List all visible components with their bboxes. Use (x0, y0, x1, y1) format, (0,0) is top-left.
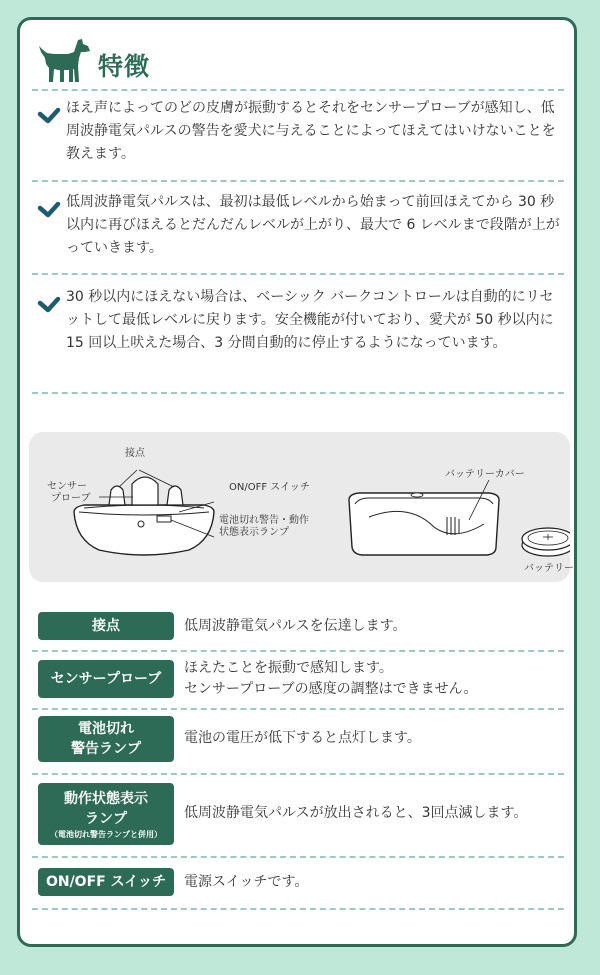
spec-badge-label: 動作状態表示 (64, 790, 148, 807)
feature-text: 低周波静電気パルスは、最初は最低レベルから始まって前回ほえてから 30 秒以内に再びほえるとだんだんレベルが上がり、最大で 6 レベルまで段階が上がっていきます。 (66, 194, 560, 256)
page-title: 特徴 (98, 52, 151, 81)
spec-desc (184, 616, 406, 637)
spec-desc (184, 872, 308, 893)
label-contacts: 接点 (125, 448, 145, 459)
spec-badge-label: 接点 (92, 618, 120, 634)
spec-desc-line: 低周波静電気パルスを伝達します。 (184, 618, 407, 634)
divider (32, 856, 564, 858)
spec-badge (38, 868, 174, 896)
spec-desc-line: 電池の電圧が低下すると点灯します。 (184, 730, 421, 746)
spec-desc-line: ほえたことを振動で感知します。 (184, 660, 393, 676)
spec-badge-note: （電池切れ警告ランプと併用） (50, 829, 162, 839)
spec-row-switch (38, 868, 563, 900)
spec-badge (38, 716, 174, 762)
label-battery-cover: バッテリーカバー (445, 469, 525, 480)
spec-desc (184, 658, 477, 700)
spec-row-contacts (38, 612, 563, 644)
divider (32, 89, 564, 91)
feature-text: 30 秒以内にほえない場合は、ベーシック バークコントロールは自動的にリセットして最低レベルに戻ります。安全機能が付いており、愛犬が 50 秒以内に 15 回以上吠えた場合、3 分間自動的に停止するようになっています。 (66, 289, 554, 351)
label-sensor-line2: プローブ (51, 493, 91, 504)
label-lamp-line2: 状態表示ランプ (219, 527, 289, 538)
divider (32, 908, 564, 910)
spec-desc (184, 728, 421, 749)
divider (32, 708, 564, 710)
spec-row-status-lamp (38, 783, 563, 849)
spec-badge-label: ON/OFF スイッチ (45, 874, 167, 890)
spec-row-sensor (38, 658, 563, 706)
divider (32, 392, 564, 394)
divider (32, 773, 564, 775)
label-battery: バッテリー (524, 563, 574, 574)
spec-badge (38, 783, 174, 845)
divider (32, 180, 564, 182)
product-diagram (29, 432, 574, 582)
spec-desc-line: センサープローブの感度の調整はできません。 (184, 681, 478, 697)
spec-desc-line: 電源スイッチです。 (184, 874, 309, 890)
check-icon (37, 108, 61, 126)
spec-row-battery-lamp (38, 716, 563, 766)
spec-badge-label: センサープローブ (50, 671, 162, 687)
spec-desc-line: 低周波静電気パルスが放出されると、3回点滅します。 (184, 805, 528, 821)
spec-badge-label: ランプ (85, 810, 127, 827)
spec-badge-label: 電池切れ (78, 721, 134, 737)
spec-badge (38, 612, 174, 640)
dog-icon (38, 38, 92, 84)
spec-badge-label: 警告ランプ (71, 741, 141, 757)
divider (32, 650, 564, 652)
collar-illustration (29, 432, 570, 582)
divider (32, 273, 564, 275)
feature-text: ほえ声によってのどの皮膚が振動するとそれをセンサープローブが感知し、低周波静電気パルスの警告を愛犬に与えることによってほえてはいけないことを教えます。 (66, 100, 556, 162)
check-icon (37, 202, 61, 220)
spec-badge (38, 660, 174, 698)
feature-card (17, 17, 577, 947)
check-icon (37, 297, 61, 315)
label-switch: ON/OFF スイッチ (229, 482, 310, 493)
label-lamp-line1: 電池切れ警告・動作 (219, 515, 309, 526)
label-sensor-line1: センサー (47, 481, 87, 492)
spec-desc (184, 803, 527, 824)
